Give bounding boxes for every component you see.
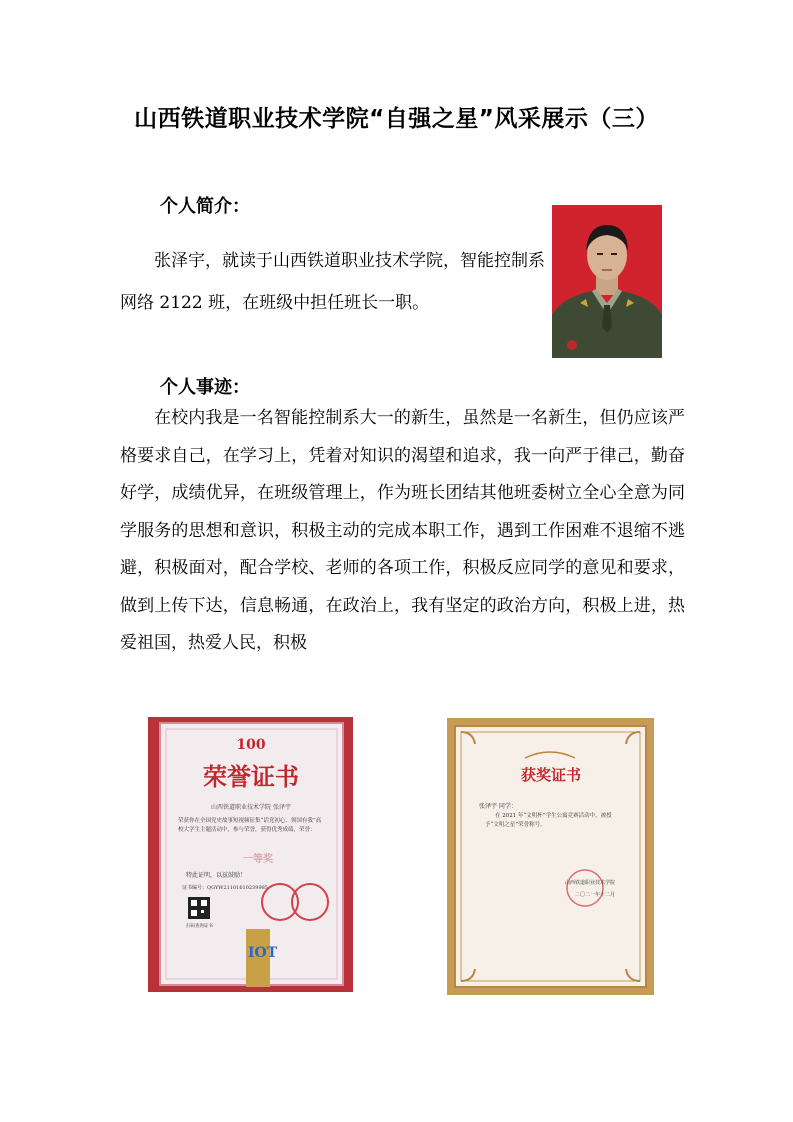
award-cert-issuer: 山西铁道职业技术学院 (565, 880, 616, 886)
honor-cert-body: 荣获你在全国党史故事短视频征集“话党初心、领国有我”高校大学生主题活动中，参与荣誉，获得优秀成绩，荣誉： (178, 818, 322, 833)
cert-badge: 100 (236, 737, 266, 753)
award-cert-body: 在 2021 年“文明杯”学生公寓竞赛活动中，被授予“文明之星”荣誉称号。 (485, 813, 612, 828)
deeds-paragraph: 在校内我是一名智能控制系大一的新生，虽然是一名新生，但仍应该严格要求自己，在学习上，凭着对知识的渴望和追求，我一向严于律己，勤奋好学，成绩优异，在班级管理上，作为班长团结其他班委树立全心全意为同学服务的思想和意识，积极主动的完成本职工作，遇到工作困难不退缩不逃避，积极面对，配合学校、老师的各项工作，积极反应同学的意见和要求，做到上传下达，信息畅通，在政治上，我有坚定的政治方向，积极上进，热爱祖国，热爱人民，积极 (120, 408, 685, 653)
award-cert-title: 获奖证书 (520, 766, 582, 784)
intro-heading: 个人简介： (160, 196, 250, 217)
honor-cert-title: 荣誉证书 (203, 762, 299, 791)
honor-cert-number: 证书编号：QGYW21101610239985 (182, 885, 268, 891)
intro-paragraph: 张泽宇，就读于山西铁道职业技术学院，智能控制系网络 2122 班，在班级中担任班长一职。 (120, 251, 545, 313)
award-cert-recipient: 张泽宇 同学： (479, 803, 517, 810)
iot-logo: IOT (248, 945, 278, 961)
honor-certificate-photo (148, 717, 353, 992)
deeds-heading: 个人事迹： (160, 377, 250, 398)
honor-cert-school: 山西铁道职业技术学院 张泽宇 (211, 804, 291, 811)
award-cert-date: 二〇二一年十二月 (575, 892, 616, 898)
page-title: 山西铁道职业技术学院“自强之星”风采展示（三） (134, 106, 659, 132)
qr-caption: 扫码查询证书 (186, 924, 213, 929)
honor-cert-closing: 特此证明，以兹鼓励！ (186, 872, 247, 879)
award-certificate-photo (447, 718, 654, 995)
honor-cert-prize: 一等奖 (243, 854, 273, 865)
student-portrait (552, 205, 662, 358)
qr-code-icon (188, 897, 210, 919)
